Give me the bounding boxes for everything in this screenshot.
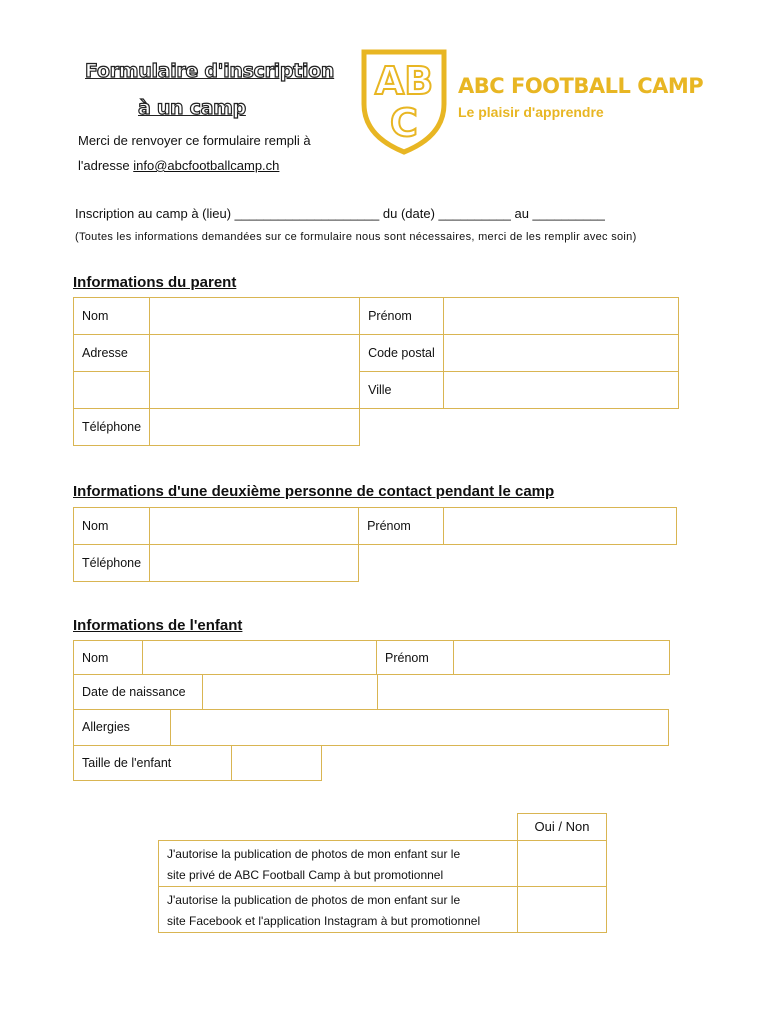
logo-letter-c: C: [390, 101, 418, 145]
inscription-date: du (date) __________: [382, 206, 511, 221]
enfant-prenom-label: Prénom: [376, 640, 454, 675]
autorisation-row-2-line2: site Facebook et l'application Instagram à but promotionnel: [167, 914, 481, 928]
autorisation-row-2-answer[interactable]: [517, 886, 607, 933]
parent-prenom-field[interactable]: [443, 298, 678, 335]
enfant-table: [73, 640, 670, 810]
section-heading-parent: Informations du parent: [73, 274, 237, 291]
section-heading-enfant: Informations de l'enfant: [73, 617, 243, 634]
brand-tagline: Le plaisir d'apprendre: [458, 104, 604, 120]
contact2-nom-label: Nom: [74, 508, 150, 545]
autorisation-row-2-text: [158, 886, 518, 933]
form-title-line2: à un camp: [138, 97, 246, 119]
instruction-line1: Merci de renvoyer ce formulaire rempli à: [78, 133, 311, 148]
section-heading-contact2: Informations d'une deuxième personne de contact pendant le camp: [73, 483, 555, 500]
parent-adresse-label: Adresse: [74, 335, 150, 372]
contact2-prenom-field[interactable]: [444, 508, 677, 545]
inscription-note: (Toutes les informations demandées sur ce formulaire nous sont nécessaires, merci de les remplir avec soin): [75, 231, 637, 243]
parent-telephone-label: Téléphone: [74, 409, 150, 446]
parent-nom-field[interactable]: [150, 298, 360, 335]
inscription-lieu: Inscription au camp à (lieu) ____________________: [75, 206, 380, 221]
parent-ville-field[interactable]: [443, 372, 678, 409]
contact2-telephone-label: Téléphone: [74, 545, 150, 582]
inscription-line: [75, 206, 605, 221]
enfant-allergies-label: Allergies: [73, 709, 171, 746]
email-link[interactable]: info@abcfootballcamp.ch: [133, 158, 280, 173]
autorisation-row-2-line1: J'autorise la publication de photos de mon enfant sur le: [167, 893, 461, 907]
parent-ville-label: Ville: [360, 372, 444, 409]
brand-name: ABC FOOTBALL CAMP: [458, 74, 704, 98]
autorisation-row-1-line1: J'autorise la publication de photos de mon enfant sur le: [167, 847, 461, 861]
contact2-table: [73, 507, 677, 582]
parent-telephone-field[interactable]: [150, 409, 360, 446]
contact2-telephone-field[interactable]: [150, 545, 359, 582]
autorisation-row-1-line2: site privé de ABC Football Camp à but promotionnel: [167, 868, 444, 882]
enfant-taille-field[interactable]: [231, 745, 322, 781]
enfant-nom-field[interactable]: [142, 640, 377, 675]
parent-nom-label: Nom: [74, 298, 150, 335]
parent-code-postal-label: Code postal: [360, 335, 444, 372]
inscription-au: au __________: [514, 206, 605, 221]
enfant-date-naissance-label: Date de naissance: [73, 674, 203, 710]
parent-adresse-field[interactable]: [150, 335, 360, 409]
contact2-prenom-label: Prénom: [359, 508, 444, 545]
parent-prenom-label: Prénom: [360, 298, 444, 335]
enfant-allergies-field[interactable]: [170, 709, 669, 746]
logo-letters-ab: AB: [374, 59, 434, 103]
instruction-line2: [78, 158, 279, 173]
abc-shield-logo: [358, 46, 450, 156]
oui-non-header: Oui / Non: [517, 813, 607, 841]
autorisation-row-1-text: [158, 840, 518, 887]
autorisation-row-1-answer[interactable]: [517, 840, 607, 887]
instruction-prefix: l'adresse: [78, 158, 134, 173]
parent-table: [73, 297, 679, 446]
parent-code-postal-field[interactable]: [443, 335, 678, 372]
autorisation-table: [158, 813, 608, 933]
contact2-nom-field[interactable]: [150, 508, 359, 545]
enfant-prenom-field[interactable]: [453, 640, 670, 675]
enfant-date-naissance-field[interactable]: [202, 674, 378, 710]
enfant-taille-label: Taille de l'enfant: [73, 745, 232, 781]
form-title-line1: Formulaire d'inscription: [85, 60, 335, 82]
enfant-nom-label: Nom: [73, 640, 143, 675]
